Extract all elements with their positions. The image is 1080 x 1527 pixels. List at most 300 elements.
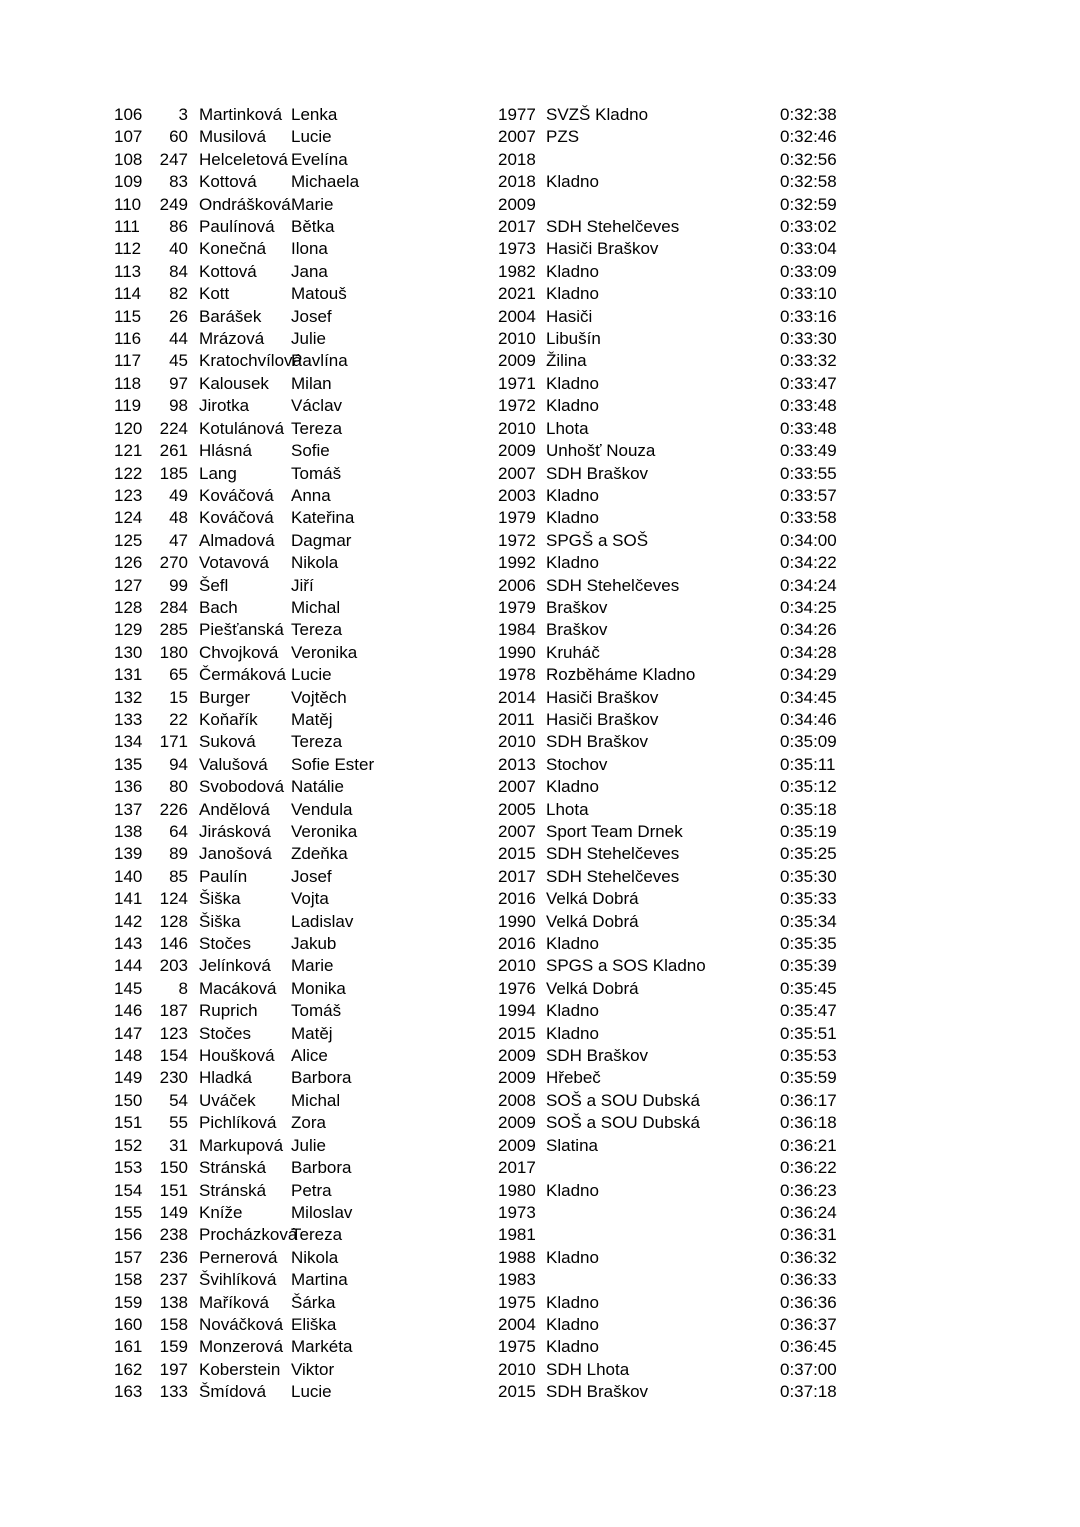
club-cell: SOŠ a SOU Dubská <box>546 1090 701 1110</box>
first-name-cell: Julie <box>291 329 326 349</box>
last-name-cell: Švihlíková <box>199 1270 277 1290</box>
club-cell: Sport Team Drnek <box>546 822 683 841</box>
place-cell: 149 <box>114 1068 143 1088</box>
place-cell: 116 <box>114 329 142 349</box>
birth-year-cell: 2021 <box>498 284 536 304</box>
club-cell: Kladno <box>546 1001 599 1021</box>
table-row <box>0 642 1080 664</box>
finish-time-cell: 0:35:11 <box>780 754 836 774</box>
club-cell: Lhota <box>546 799 589 819</box>
club-cell: Hasiči Braškov <box>546 239 659 259</box>
birth-year-cell: 1980 <box>498 1180 536 1200</box>
club-cell: SVZŠ Kladno <box>546 105 649 124</box>
finish-time-cell: 0:37:18 <box>780 1382 837 1402</box>
finish-time-cell: 0:33:48 <box>780 418 837 438</box>
last-name-cell: Uváček <box>199 1090 256 1110</box>
club-cell: Kladno <box>546 1292 599 1312</box>
first-name-cell: Zdeňka <box>291 844 348 864</box>
finish-time-cell: 0:35:34 <box>780 911 837 931</box>
place-cell: 125 <box>114 530 143 550</box>
last-name-cell: Burger <box>199 687 251 707</box>
table-row <box>0 911 1080 933</box>
birth-year-cell: 1977 <box>498 105 536 124</box>
table-row <box>0 709 1080 731</box>
finish-time-cell: 0:33:32 <box>780 351 837 371</box>
first-name-cell: Tereza <box>291 1225 343 1245</box>
bib-cell: 151 <box>159 1180 188 1200</box>
place-cell: 122 <box>114 463 143 483</box>
first-name-cell: Michal <box>291 597 341 617</box>
last-name-cell: Jelínková <box>199 956 271 976</box>
first-name-cell: Ladislav <box>291 911 354 931</box>
results-table <box>0 104 1080 1404</box>
table-row <box>0 395 1080 417</box>
last-name-cell: Pichlíková <box>199 1113 277 1133</box>
bib-cell: 99 <box>169 575 188 595</box>
first-name-cell: Veronika <box>291 642 358 662</box>
club-cell: Unhošť Nouza <box>546 441 656 461</box>
first-name-cell: Barbora <box>291 1068 352 1088</box>
birth-year-cell: 2009 <box>498 1135 536 1155</box>
finish-time-cell: 0:32:59 <box>780 194 837 214</box>
finish-time-cell: 0:32:46 <box>780 127 837 147</box>
table-row <box>0 866 1080 888</box>
place-cell: 144 <box>114 956 143 976</box>
place-cell: 123 <box>114 485 143 505</box>
birth-year-cell: 1979 <box>498 508 536 528</box>
place-cell: 137 <box>114 799 143 819</box>
table-row <box>0 149 1080 171</box>
last-name-cell: Kratochvílová <box>199 351 302 371</box>
birth-year-cell: 2007 <box>498 822 536 841</box>
table-row <box>0 575 1080 597</box>
bib-cell: 261 <box>159 441 188 461</box>
finish-time-cell: 0:33:58 <box>780 508 837 528</box>
finish-time-cell: 0:35:25 <box>780 844 837 864</box>
bib-cell: 89 <box>169 844 188 864</box>
club-cell: Kladno <box>546 1247 599 1267</box>
club-cell: SDH Braškov <box>546 732 649 752</box>
birth-year-cell: 2010 <box>498 732 536 752</box>
finish-time-cell: 0:36:33 <box>780 1270 837 1290</box>
place-cell: 134 <box>114 732 143 752</box>
finish-time-cell: 0:35:19 <box>780 822 837 841</box>
finish-time-cell: 0:35:33 <box>780 889 837 909</box>
finish-time-cell: 0:34:26 <box>780 620 837 640</box>
place-cell: 114 <box>114 284 142 304</box>
bib-cell: 150 <box>159 1158 188 1178</box>
bib-cell: 197 <box>159 1359 188 1379</box>
first-name-cell: Šárka <box>291 1292 336 1312</box>
table-row <box>0 1359 1080 1381</box>
birth-year-cell: 2007 <box>498 777 536 797</box>
last-name-cell: Piešťanská <box>199 620 284 640</box>
last-name-cell: Macáková <box>199 978 277 998</box>
last-name-cell: Pernerová <box>199 1247 278 1267</box>
birth-year-cell: 1990 <box>498 642 536 662</box>
bib-cell: 22 <box>169 709 188 729</box>
first-name-cell: Lucie <box>291 127 332 147</box>
first-name-cell: Michal <box>291 1090 341 1110</box>
club-cell: Braškov <box>546 597 608 617</box>
club-cell: Hřebeč <box>546 1068 601 1088</box>
birth-year-cell: 2007 <box>498 127 536 147</box>
place-cell: 141 <box>114 889 143 909</box>
bib-cell: 171 <box>159 732 188 752</box>
club-cell: SDH Braškov <box>546 1382 649 1402</box>
last-name-cell: Paulín <box>199 866 248 886</box>
table-row <box>0 1023 1080 1045</box>
club-cell: Kladno <box>546 1337 599 1357</box>
finish-time-cell: 0:36:23 <box>780 1180 837 1200</box>
last-name-cell: Procházková <box>199 1225 298 1245</box>
birth-year-cell: 1973 <box>498 239 536 259</box>
birth-year-cell: 2018 <box>498 172 536 192</box>
first-name-cell: Kateřina <box>291 508 355 528</box>
last-name-cell: Martinková <box>199 105 283 124</box>
first-name-cell: Dagmar <box>291 530 352 550</box>
place-cell: 161 <box>114 1337 143 1357</box>
finish-time-cell: 0:35:45 <box>780 978 837 998</box>
birth-year-cell: 1982 <box>498 261 536 281</box>
finish-time-cell: 0:35:47 <box>780 1001 837 1021</box>
first-name-cell: Václav <box>291 396 343 416</box>
last-name-cell: Houšková <box>199 1046 275 1066</box>
bib-cell: 236 <box>159 1247 188 1267</box>
last-name-cell: Koberstein <box>199 1359 281 1379</box>
first-name-cell: Veronika <box>291 822 358 841</box>
club-cell: SDH Lhota <box>546 1359 630 1379</box>
table-row <box>0 1135 1080 1157</box>
last-name-cell: Jirásková <box>199 822 271 841</box>
club-cell: Velká Dobrá <box>546 911 639 931</box>
finish-time-cell: 0:35:59 <box>780 1068 837 1088</box>
birth-year-cell: 1971 <box>498 373 536 393</box>
finish-time-cell: 0:36:17 <box>780 1090 837 1110</box>
first-name-cell: Lucie <box>291 1382 332 1402</box>
first-name-cell: Lucie <box>291 665 332 685</box>
bib-cell: 31 <box>169 1135 188 1155</box>
birth-year-cell: 2015 <box>498 844 536 864</box>
table-row <box>0 552 1080 574</box>
last-name-cell: Janošová <box>199 844 272 864</box>
birth-year-cell: 2016 <box>498 889 536 909</box>
place-cell: 131 <box>114 665 143 685</box>
finish-time-cell: 0:34:45 <box>780 687 837 707</box>
birth-year-cell: 2010 <box>498 418 536 438</box>
first-name-cell: Evelína <box>291 149 348 169</box>
first-name-cell: Tereza <box>291 418 343 438</box>
first-name-cell: Tereza <box>291 732 343 752</box>
place-cell: 106 <box>114 105 143 124</box>
bib-cell: 146 <box>159 934 188 954</box>
table-row <box>0 350 1080 372</box>
table-row <box>0 731 1080 753</box>
place-cell: 110 <box>114 194 142 214</box>
table-row <box>0 1381 1080 1403</box>
bib-cell: 97 <box>169 373 188 393</box>
finish-time-cell: 0:33:48 <box>780 396 837 416</box>
table-row <box>0 1269 1080 1291</box>
finish-time-cell: 0:35:09 <box>780 732 837 752</box>
last-name-cell: Konečná <box>199 239 267 259</box>
place-cell: 145 <box>114 978 143 998</box>
bib-cell: 123 <box>159 1023 188 1043</box>
club-cell: Stochov <box>546 754 608 774</box>
club-cell: Slatina <box>546 1135 598 1155</box>
first-name-cell: Julie <box>291 1135 326 1155</box>
table-row <box>0 261 1080 283</box>
place-cell: 113 <box>114 261 142 281</box>
last-name-cell: Lang <box>199 463 237 483</box>
birth-year-cell: 1973 <box>498 1202 536 1222</box>
finish-time-cell: 0:33:16 <box>780 306 837 326</box>
last-name-cell: Chvojková <box>199 642 279 662</box>
table-row <box>0 238 1080 260</box>
table-row <box>0 530 1080 552</box>
bib-cell: 230 <box>159 1068 188 1088</box>
birth-year-cell: 1976 <box>498 978 536 998</box>
birth-year-cell: 2013 <box>498 754 536 774</box>
bib-cell: 60 <box>169 127 188 147</box>
last-name-cell: Valušová <box>199 754 268 774</box>
club-cell: Velká Dobrá <box>546 889 639 909</box>
birth-year-cell: 2015 <box>498 1382 536 1402</box>
bib-cell: 138 <box>159 1292 188 1312</box>
club-cell: Hasiči Braškov <box>546 709 659 729</box>
table-row <box>0 597 1080 619</box>
place-cell: 163 <box>114 1382 143 1402</box>
club-cell: Kladno <box>546 508 599 528</box>
finish-time-cell: 0:36:31 <box>780 1225 837 1245</box>
table-row <box>0 1292 1080 1314</box>
birth-year-cell: 2008 <box>498 1090 536 1110</box>
table-row <box>0 1067 1080 1089</box>
birth-year-cell: 2009 <box>498 194 536 214</box>
place-cell: 154 <box>114 1180 143 1200</box>
place-cell: 119 <box>114 396 142 416</box>
bib-cell: 238 <box>159 1225 188 1245</box>
place-cell: 146 <box>114 1001 143 1021</box>
birth-year-cell: 2017 <box>498 217 536 237</box>
club-cell: Kladno <box>546 553 599 573</box>
last-name-cell: Stránská <box>199 1180 267 1200</box>
place-cell: 143 <box>114 934 143 954</box>
table-row <box>0 978 1080 1000</box>
table-row <box>0 888 1080 910</box>
table-row <box>0 1000 1080 1022</box>
birth-year-cell: 1990 <box>498 911 536 931</box>
bib-cell: 84 <box>169 261 188 281</box>
place-cell: 117 <box>114 351 142 371</box>
place-cell: 148 <box>114 1046 143 1066</box>
bib-cell: 124 <box>159 889 188 909</box>
table-row <box>0 664 1080 686</box>
finish-time-cell: 0:36:18 <box>780 1113 837 1133</box>
birth-year-cell: 2017 <box>498 866 536 886</box>
last-name-cell: Ruprich <box>199 1001 258 1021</box>
first-name-cell: Matěj <box>291 1023 333 1043</box>
first-name-cell: Jakub <box>291 934 337 954</box>
last-name-cell: Jirotka <box>199 396 250 416</box>
bib-cell: 82 <box>169 284 188 304</box>
birth-year-cell: 2009 <box>498 351 536 371</box>
table-row <box>0 1180 1080 1202</box>
place-cell: 142 <box>114 911 143 931</box>
table-row <box>0 799 1080 821</box>
table-row <box>0 1090 1080 1112</box>
first-name-cell: Marie <box>291 956 334 976</box>
first-name-cell: Nikola <box>291 553 339 573</box>
bib-cell: 180 <box>159 642 188 662</box>
first-name-cell: Lenka <box>291 105 338 124</box>
table-row <box>0 1157 1080 1179</box>
birth-year-cell: 2009 <box>498 1113 536 1133</box>
last-name-cell: Šiška <box>199 911 241 931</box>
bib-cell: 94 <box>169 754 188 774</box>
club-cell: Lhota <box>546 418 589 438</box>
table-row <box>0 1336 1080 1358</box>
first-name-cell: Tereza <box>291 620 343 640</box>
bib-cell: 285 <box>159 620 188 640</box>
bib-cell: 8 <box>178 978 188 998</box>
bib-cell: 45 <box>169 351 188 371</box>
birth-year-cell: 2014 <box>498 687 536 707</box>
first-name-cell: Jana <box>291 261 328 281</box>
finish-time-cell: 0:33:04 <box>780 239 837 259</box>
bib-cell: 226 <box>159 799 188 819</box>
last-name-cell: Kováčová <box>199 485 274 505</box>
first-name-cell: Monika <box>291 978 346 998</box>
table-row <box>0 283 1080 305</box>
finish-time-cell: 0:35:51 <box>780 1023 837 1043</box>
club-cell: Kruháč <box>546 642 600 662</box>
birth-year-cell: 2004 <box>498 1314 536 1334</box>
club-cell: SPGS a SOS Kladno <box>546 956 706 976</box>
place-cell: 128 <box>114 597 143 617</box>
finish-time-cell: 0:37:00 <box>780 1359 837 1379</box>
first-name-cell: Vojta <box>291 889 329 909</box>
club-cell: SDH Braškov <box>546 463 649 483</box>
club-cell: Kladno <box>546 934 599 954</box>
finish-time-cell: 0:35:39 <box>780 956 837 976</box>
table-row <box>0 1202 1080 1224</box>
finish-time-cell: 0:36:22 <box>780 1158 837 1178</box>
place-cell: 150 <box>114 1090 143 1110</box>
place-cell: 151 <box>114 1113 143 1133</box>
last-name-cell: Stočes <box>199 934 251 954</box>
club-cell: Kladno <box>546 261 599 281</box>
bib-cell: 249 <box>159 194 188 214</box>
first-name-cell: Viktor <box>291 1359 335 1379</box>
bib-cell: 49 <box>169 485 188 505</box>
finish-time-cell: 0:36:45 <box>780 1337 837 1357</box>
place-cell: 111 <box>114 217 140 237</box>
place-cell: 133 <box>114 709 143 729</box>
first-name-cell: Petra <box>291 1180 332 1200</box>
club-cell: Kladno <box>546 485 599 505</box>
first-name-cell: Vojtěch <box>291 687 347 707</box>
table-row <box>0 687 1080 709</box>
finish-time-cell: 0:36:24 <box>780 1202 837 1222</box>
finish-time-cell: 0:32:56 <box>780 149 837 169</box>
last-name-cell: Helceletová <box>199 149 288 169</box>
bib-cell: 3 <box>178 105 188 124</box>
table-row <box>0 1112 1080 1134</box>
last-name-cell: Musilová <box>199 127 267 147</box>
bib-cell: 237 <box>159 1270 188 1290</box>
place-cell: 109 <box>114 172 143 192</box>
table-row <box>0 754 1080 776</box>
place-cell: 156 <box>114 1225 143 1245</box>
birth-year-cell: 2017 <box>498 1158 536 1178</box>
finish-time-cell: 0:33:30 <box>780 329 837 349</box>
first-name-cell: Michaela <box>291 172 360 192</box>
bib-cell: 64 <box>169 822 188 841</box>
place-cell: 152 <box>114 1135 143 1155</box>
bib-cell: 159 <box>159 1337 188 1357</box>
last-name-cell: Koňařík <box>199 709 258 729</box>
birth-year-cell: 2011 <box>498 709 535 729</box>
place-cell: 138 <box>114 822 143 841</box>
first-name-cell: Jiří <box>291 575 314 595</box>
last-name-cell: Maříková <box>199 1292 269 1312</box>
bib-cell: 270 <box>159 553 188 573</box>
bib-cell: 86 <box>169 217 188 237</box>
birth-year-cell: 2010 <box>498 956 536 976</box>
place-cell: 118 <box>114 373 142 393</box>
place-cell: 158 <box>114 1270 143 1290</box>
bib-cell: 47 <box>169 530 188 550</box>
last-name-cell: Kottová <box>199 261 257 281</box>
bib-cell: 65 <box>169 665 188 685</box>
first-name-cell: Sofie Ester <box>291 754 375 774</box>
first-name-cell: Zora <box>291 1113 326 1133</box>
bib-cell: 128 <box>159 911 188 931</box>
first-name-cell: Alice <box>291 1046 328 1066</box>
table-row <box>0 171 1080 193</box>
table-row <box>0 485 1080 507</box>
first-name-cell: Eliška <box>291 1314 337 1334</box>
place-cell: 127 <box>114 575 143 595</box>
club-cell: Kladno <box>546 1023 599 1043</box>
finish-time-cell: 0:35:35 <box>780 934 837 954</box>
last-name-cell: Kalousek <box>199 373 269 393</box>
table-row <box>0 955 1080 977</box>
finish-time-cell: 0:36:37 <box>780 1314 837 1334</box>
finish-time-cell: 0:36:36 <box>780 1292 837 1312</box>
first-name-cell: Nikola <box>291 1247 339 1267</box>
table-row <box>0 933 1080 955</box>
last-name-cell: Mrázová <box>199 329 265 349</box>
finish-time-cell: 0:36:32 <box>780 1247 837 1267</box>
last-name-cell: Kováčová <box>199 508 274 528</box>
club-cell: Hasiči Braškov <box>546 687 659 707</box>
place-cell: 157 <box>114 1247 143 1267</box>
club-cell: Libušín <box>546 329 601 349</box>
bib-cell: 284 <box>159 597 188 617</box>
club-cell: Kladno <box>546 284 599 304</box>
finish-time-cell: 0:32:58 <box>780 172 837 192</box>
table-row <box>0 440 1080 462</box>
finish-time-cell: 0:32:38 <box>780 105 837 124</box>
club-cell: SPGŠ a SOŠ <box>546 530 649 550</box>
birth-year-cell: 2010 <box>498 329 536 349</box>
last-name-cell: Paulínová <box>199 217 275 237</box>
last-name-cell: Ondrášková <box>199 194 291 214</box>
birth-year-cell: 1972 <box>498 530 536 550</box>
first-name-cell: Barbora <box>291 1158 352 1178</box>
